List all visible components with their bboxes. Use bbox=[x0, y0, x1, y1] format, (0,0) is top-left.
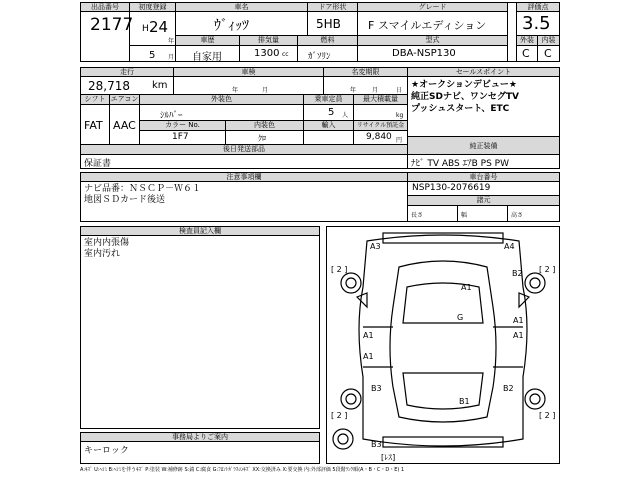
equip-label: 純正装備 bbox=[408, 137, 560, 155]
grade-label: グレード bbox=[358, 2, 508, 12]
load-label: 最大積載量 bbox=[354, 95, 408, 105]
car-outline bbox=[327, 227, 559, 463]
ac-label: エアコン bbox=[110, 95, 139, 103]
mileage-unit: km bbox=[152, 80, 168, 91]
int-value: C bbox=[544, 47, 552, 60]
inspector-label: 検査員記入欄 bbox=[80, 226, 320, 236]
mark-a3: A3 bbox=[370, 242, 381, 251]
mark-g: G bbox=[457, 313, 464, 322]
shift-value: FAT bbox=[84, 119, 103, 132]
dims-label: 諸元 bbox=[408, 196, 560, 206]
notes-text: ナビ品番：ＮＳＣＰ－Ｗ６１ 地図ＳＤカード後送 bbox=[84, 184, 202, 205]
office-text: キーロック bbox=[84, 446, 129, 456]
ext-value: C bbox=[522, 47, 530, 60]
import-cell bbox=[304, 131, 354, 145]
mark-bracket-4: [ 2 ] bbox=[539, 411, 556, 420]
inspector-cell bbox=[80, 236, 320, 429]
fuel-value: ｶﾞｿﾘﾝ bbox=[308, 52, 331, 62]
office-label: 事務局よりご案内 bbox=[80, 432, 320, 442]
car-name-label: 車名 bbox=[176, 2, 308, 12]
int-color-value: ｸﾛ bbox=[258, 134, 266, 143]
mark-b3-b: B3 bbox=[371, 440, 382, 449]
ac-value: AAC bbox=[113, 119, 136, 132]
capacity-value: 5 bbox=[328, 107, 335, 118]
recycle-unit: 円 bbox=[396, 137, 403, 144]
dims-len: 長さ bbox=[411, 212, 424, 219]
doors-value: 5HB bbox=[316, 17, 341, 31]
inspection-cell bbox=[174, 77, 324, 95]
mark-les: [ﾚｽ] bbox=[381, 453, 396, 462]
ext-label: 外装 bbox=[516, 36, 538, 46]
reg-year-unit: 年 bbox=[168, 38, 175, 45]
docs-cell bbox=[80, 155, 408, 169]
mileage-label: 走行 bbox=[80, 67, 174, 77]
recycle-value: 9,840 bbox=[366, 132, 392, 142]
color-no-value: 1F7 bbox=[172, 132, 189, 142]
inspection-label: 車検 bbox=[174, 67, 324, 77]
reg-label: 初度登録 bbox=[130, 2, 176, 12]
score-value: 3.5 bbox=[522, 13, 551, 34]
capacity-label: 乗車定員 bbox=[304, 95, 354, 105]
disp-label: 排気量 bbox=[240, 36, 298, 46]
notes-label: 注意事項欄 bbox=[80, 172, 408, 182]
sales-point-text: ★オークションデビュー★ 純正SDナビ、ワンセグTV プッシュスタート、ETC bbox=[411, 80, 519, 114]
grade-value: F スマイルエディション bbox=[368, 19, 487, 32]
equip-value: ﾅﾋﾞ TV ABS ｴｱB PS PW bbox=[411, 159, 509, 169]
reg-month: 5 bbox=[149, 50, 156, 61]
nc-month: 月 bbox=[372, 87, 379, 94]
mark-b1: B1 bbox=[459, 397, 470, 406]
mark-a1-rr: A1 bbox=[513, 331, 524, 340]
name-change-label: 名変期限 bbox=[324, 67, 408, 77]
mark-bracket-3: [ 2 ] bbox=[331, 411, 348, 420]
inspection-month: 月 bbox=[262, 87, 269, 94]
mileage-value: 28,718 bbox=[88, 79, 130, 93]
chassis-value: NSP130-2076619 bbox=[412, 183, 491, 193]
mark-bracket-1: [ 2 ] bbox=[331, 265, 348, 274]
color-label: 外装色 bbox=[140, 95, 304, 105]
mark-a1-rf: A1 bbox=[513, 316, 524, 325]
color-no-label: カラー No. bbox=[140, 121, 226, 131]
dims-hei: 高さ bbox=[511, 212, 524, 219]
dims-wid: 幅 bbox=[461, 212, 468, 219]
int-label: 内装 bbox=[538, 36, 560, 46]
use-label: 車歴 bbox=[176, 36, 240, 46]
import-label: 輸入 bbox=[304, 121, 354, 131]
reg-month-unit: 月 bbox=[168, 54, 175, 61]
docs-label: 後日発送部品 bbox=[80, 145, 408, 155]
disp-unit: cc bbox=[282, 51, 289, 58]
lot-label: 出品番号 bbox=[80, 2, 130, 12]
reg-year: 24 bbox=[149, 18, 169, 36]
legend-text: A:ｷｽﾞ U:ﾍｺﾐ B:ﾍｺﾐを伴うｷｽﾞ P:塗装 W:補修跡 S:錆 C:腐食 G:ﾌﾛﾝﾄｶﾞﾗｽのｷｽﾞ XX:交換済み X:要交換 内:外部評価 5段階ﾗﾝｸ順(A・B・C・D・E) 1 bbox=[80, 467, 405, 473]
mark-b3-a: B3 bbox=[371, 384, 382, 393]
model-value: DBA-NSP130 bbox=[392, 48, 456, 59]
mark-a1-top: A1 bbox=[461, 283, 472, 292]
mark-b2-b: B2 bbox=[503, 384, 514, 393]
shift-label: シフト bbox=[80, 95, 110, 105]
model-label: 型式 bbox=[358, 36, 508, 46]
sales-point-label: セールスポイント bbox=[408, 67, 560, 77]
recycle-label: リサイクル預託金 bbox=[354, 121, 408, 131]
mark-bracket-2: [ 2 ] bbox=[539, 265, 556, 274]
mark-b2-a: B2 bbox=[512, 269, 523, 278]
inspector-text: 室内内張傷 室内汚れ bbox=[84, 238, 130, 259]
load-unit: kg bbox=[396, 112, 404, 119]
inspection-year: 年 bbox=[232, 87, 239, 94]
mark-a1-lr: A1 bbox=[363, 352, 374, 361]
doors-label: ドア形状 bbox=[308, 2, 358, 12]
use-value: 自家用 bbox=[192, 52, 222, 63]
score-label: 評価点 bbox=[516, 2, 560, 12]
warranty-text: 保証書 bbox=[84, 159, 112, 169]
damage-diagram bbox=[326, 226, 560, 464]
mark-a1-lf: A1 bbox=[363, 331, 374, 340]
chassis-label: 車台番号 bbox=[408, 172, 560, 182]
disp-value: 1300 bbox=[254, 48, 280, 59]
reg-era: H bbox=[142, 24, 149, 34]
car-name: ｳﾞｨｯﾂ bbox=[214, 18, 249, 34]
nc-day: 日 bbox=[396, 87, 403, 94]
mark-a4: A4 bbox=[504, 242, 515, 251]
capacity-unit: 人 bbox=[342, 112, 349, 119]
color-value: ｼﾙﾊﾞｰ bbox=[160, 111, 183, 121]
fuel-label: 燃料 bbox=[298, 36, 358, 46]
lot-number: 2177 bbox=[90, 15, 134, 35]
nc-year: 年 bbox=[350, 87, 357, 94]
int-color-label: 内装色 bbox=[226, 121, 304, 131]
